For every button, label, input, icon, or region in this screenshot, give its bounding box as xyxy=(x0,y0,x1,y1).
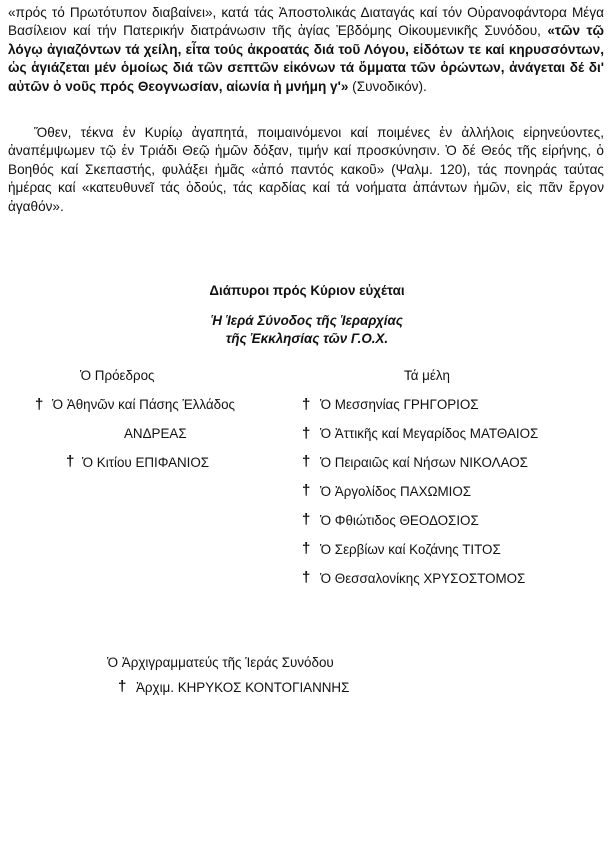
paragraph-2: Ὅθεν, τέκνα ἐν Κυρίῳ ἀγαπητά, ποιμαινόμενοι καί ποιμένες ἐν ἀλλήλοις εἰρηνεύοντες, ἀναπέμψωμεν τῷ ἐν Τριάδι Θεῷ ἡμῶν δόξαν, τιμήν καί προσκύνησιν. Ὁ δέ Θεός τῆς εἰρήνης, ὁ Βοηθός καί Σκεπαστής, φυλάξει ἡμᾶς «ἀπό παντός κακοῦ» (Ψαλμ. 120), τάς πονηράς ταύτας ἡμέρας καί «κατευθυνεῖ τάς ὁδούς, τάς καρδίας καί τά νοήματα ἁπάντων ἡμῶν, εἰς πᾶν ἔργον ἀγαθόν». xyxy=(8,125,604,214)
cross-icon: † xyxy=(302,396,311,413)
member-row: Ὁ Σερβίων καί Κοζάνης ΤΙΤΟΣ xyxy=(320,542,501,557)
member-row: Ὁ Φθιώτιδος ΘΕΟΔΟΣΙΟΣ xyxy=(320,513,479,528)
member-kitiou: Ὁ Κιτίου ΕΠΙΦΑΝΙΟΣ xyxy=(82,455,210,470)
president-name: ΑΝΔΡΕΑΣ xyxy=(124,426,187,441)
member-row: Ὁ Θεσσαλονίκης ΧΡΥΣΟΣΤΟΜΟΣ xyxy=(320,571,526,586)
paragraph-1-text: «πρός τό Πρωτότυπον διαβαίνει», κατά τάς Ἀποστολικάς Διαταγάς καί τόν Οὐρανοφάντορα Μέγα Βασίλειον καί τήν Πατερικήν διατράνωσιν τῆς ἁγίας Ἑβδόμης Οἰκουμενικῆς Συνόδου, xyxy=(8,5,604,39)
synod-signature-line-2: τῆς Ἐκκλησίας τῶν Γ.Ο.Χ. xyxy=(225,331,389,346)
cross-icon: † xyxy=(302,540,311,557)
closing-greeting: Διάπυροι πρός Κύριον εὐχέται xyxy=(209,283,405,298)
secretary-name: Ἀρχιμ. ΚΗΡΥΚΟΣ ΚΟΝΤΟΓΙΑΝΝΗΣ xyxy=(136,680,350,695)
cross-icon: † xyxy=(302,453,311,470)
member-row: Ὁ Ἀργολίδος ΠΑΧΩΜΙΟΣ xyxy=(320,484,472,499)
cross-icon: † xyxy=(302,482,311,499)
president-title: Ὁ Ἀθηνῶν καί Πάσης Ἑλλάδος xyxy=(52,397,235,412)
cross-icon: † xyxy=(66,453,75,470)
president-heading: Ὁ Πρόεδρος xyxy=(80,368,155,383)
cross-icon: † xyxy=(302,569,311,586)
synodikon-quote: «τῶν τῷ λόγῳ ἀγιαζόντων τά χείλη, εἶτα τούς ἀκροατάς διά τοῦ Λόγου, εἰδότων τε καί κηρυσσόντων, ὡς ἁγιάζεται μέν ὁμοίως διά τῶν σεπτῶν εἰκόνων τά ὄμματα τῶν ὁρώντων, ἀνάγεται δέ δι' αὐτῶν ὁ νοῦς πρός Θεογνωσίαν, αἰωνία ἡ μνήμη γ'» xyxy=(8,23,604,94)
cross-icon: † xyxy=(302,511,311,528)
cross-icon: † xyxy=(302,425,311,442)
synod-signature-line-1: Ἡ Ἱερά Σύνοδος τῆς Ἱεραρχίας xyxy=(211,313,403,328)
member-row: Ὁ Μεσσηνίας ΓΡΗΓΟΡΙΟΣ xyxy=(320,397,479,412)
members-heading: Τά μέλη xyxy=(404,368,450,383)
paragraph-1 xyxy=(8,4,604,96)
member-row: Ὁ Πειραιῶς καί Νήσων ΝΙΚΟΛΑΟΣ xyxy=(320,455,528,470)
cross-icon: † xyxy=(35,396,44,413)
member-row: Ὁ Ἀττικῆς καί Μεγαρίδος ΜΑΤΘΑΙΟΣ xyxy=(320,426,539,441)
cross-icon: † xyxy=(118,678,127,695)
synodikon-source: (Συνοδικόν). xyxy=(348,78,427,94)
secretary-title: Ὁ Ἀρχιγραμματεύς τῆς Ἱεράς Συνόδου xyxy=(107,655,334,670)
